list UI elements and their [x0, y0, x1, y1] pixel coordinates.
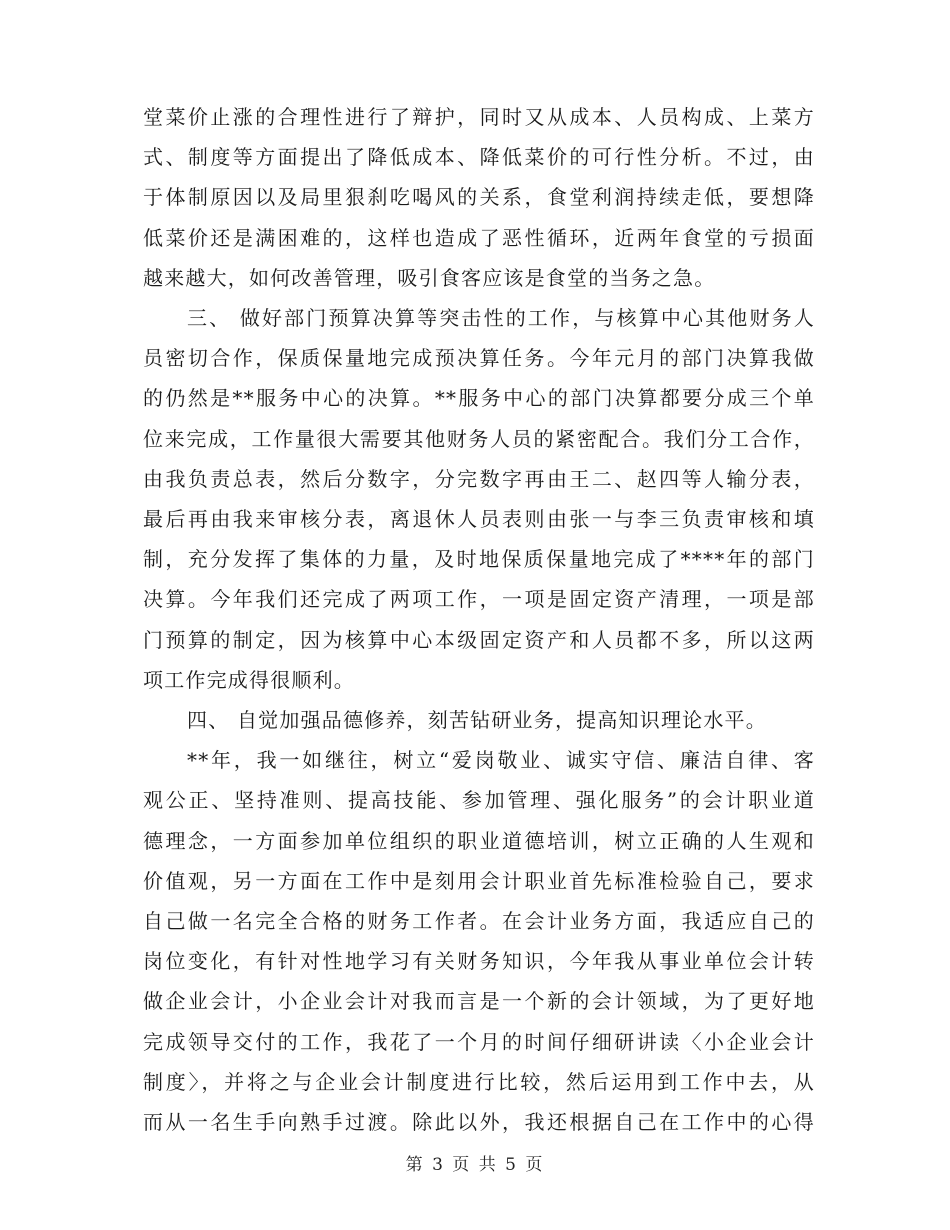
body-text-line: 最后再由我来审核分表，离退休人员表则由张一与李三负责审核和填 [143, 507, 815, 531]
body-text-line: 做企业会计，小企业会计对我而言是一个新的会计领域，为了更好地 [143, 989, 815, 1013]
body-text-line: 项工作完成得很顺利。 [143, 668, 355, 692]
body-text-line: 德理念，一方面参加单位组织的职业道德培训，树立正确的人生观和 [143, 829, 815, 853]
section-heading-3: 三、 做好部门预算决算等突击性的工作，与核算中心其他财务人 [187, 306, 815, 330]
body-text-line: 位来完成，工作量很大需要其他财务人员的紧密配合。我们分工合作， [143, 427, 815, 451]
body-text-line: 岗位变化，有针对性地学习有关财务知识，今年我从事业单位会计转 [143, 949, 815, 973]
body-text-line: 低菜价还是满困难的，这样也造成了恶性循环，近两年食堂的亏损面 [143, 226, 815, 250]
body-text-line: 堂菜价止涨的合理性进行了辩护，同时又从成本、人员构成、上菜方 [143, 105, 815, 129]
body-text-line: 制度〉，并将之与企业会计制度进行比较，然后运用到工作中去，从 [143, 1070, 815, 1094]
body-text-line: 的仍然是**服务中心的决算。**服务中心的部门决算都要分成三个单 [143, 386, 815, 410]
body-text-line: 制，充分发挥了集体的力量，及时地保质保量地完成了****年的部门 [143, 547, 815, 571]
body-text-line: 门预算的制定，因为核算中心本级固定资产和人员都不多，所以这两 [143, 628, 815, 652]
body-text-line: **年，我一如继往，树立“爱岗敬业、诚实守信、廉洁自律、客 [187, 748, 815, 772]
body-text-line: 员密切合作，保质保量地完成预决算任务。今年元月的部门决算我做 [143, 346, 815, 370]
page-number-footer: 第 3 页 共 5 页 [405, 1155, 545, 1175]
body-text-line: 完成领导交付的工作，我花了一个月的时间仔细研讲读〈小企业会计 [143, 1030, 815, 1054]
body-text-line: 越来越大，如何改善管理，吸引食客应该是食堂的当务之急。 [143, 266, 716, 290]
body-text-line: 价值观，另一方面在工作中是刻用会计职业首先标准检验自己，要求 [143, 869, 815, 893]
body-text-line: 而从一名生手向熟手过渡。除此以外，我还根据自己在工作中的心得 [143, 1110, 815, 1134]
body-text-line: 由我负责总表，然后分数字，分完数字再由王二、赵四等人输分表， [143, 467, 815, 491]
body-text-line: 自己做一名完全合格的财务工作者。在会计业务方面，我适应自己的 [143, 909, 815, 933]
section-heading-4: 四、 自觉加强品德修养，刻苦钻研业务，提高知识理论水平。 [187, 708, 767, 732]
body-text-line: 式、制度等方面提出了降低成本、降低菜价的可行性分析。不过，由 [143, 145, 815, 169]
body-text-line: 观公正、坚持准则、提高技能、参加管理、强化服务”的会计职业道 [143, 788, 815, 812]
body-text-line: 于体制原因以及局里狠刹吃喝风的关系，食堂利润持续走低，要想降 [143, 185, 815, 209]
body-text-line: 决算。今年我们还完成了两项工作，一项是固定资产清理，一项是部 [143, 587, 815, 611]
